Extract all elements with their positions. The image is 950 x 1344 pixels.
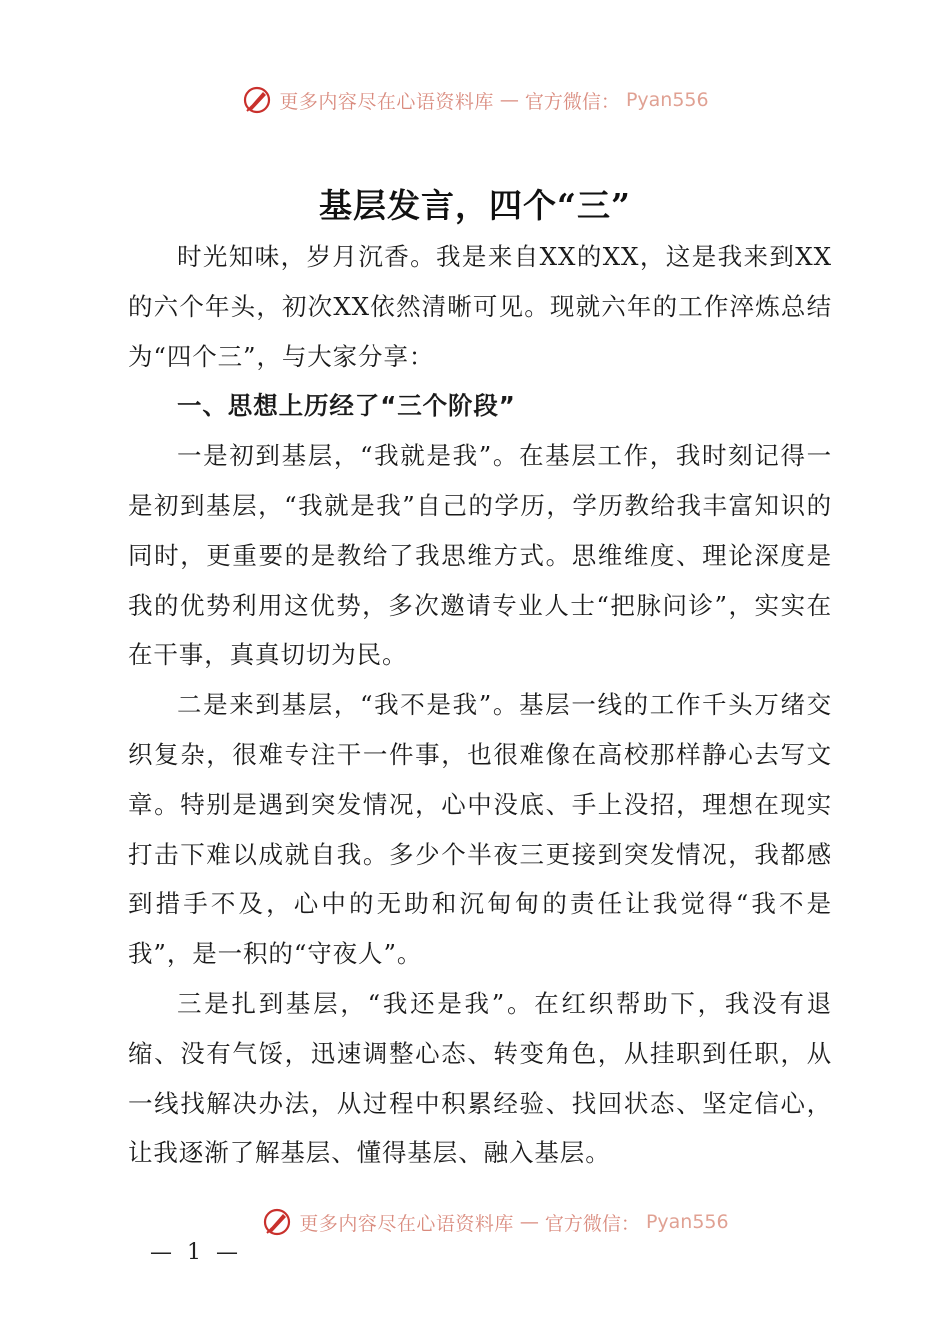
watermark-text: 更多内容尽在心语资料库: [279, 90, 494, 113]
footer-watermark: [0, 1206, 950, 1238]
watermark-wechat-id: Pyan556: [625, 89, 709, 111]
body-paragraph: 二是来到基层，“我不是我”。基层一线的工作千头万绪交织复杂，很难专注干一件事，也很难像在高校那样静心去写文章。特别是遇到突发情况，心中没底、手上没招，理想在现实打击下难以成就自我。多少个半夜三更接到突发情况，我都感到措手不及，心中的无助和沉甸甸的责任让我觉得“我不是我”，是一积的“守夜人”。: [128, 690, 832, 969]
watermark-wechat-id: Pyan556: [645, 1211, 729, 1233]
watermark-text: 更多内容尽在心语资料库: [299, 1212, 514, 1235]
watermark-wechat-label: 官方微信：: [524, 90, 620, 113]
body-paragraph: 时光知味，岁月沉香。我是来自XX的XX，这是我来到XX的六个年头，初次XX依然清晰可见。现就六年的工作淬炼总结为“四个三”，与大家分享：: [128, 242, 832, 371]
section-heading: 一、思想上历经了“三个阶段”: [177, 391, 516, 421]
document-body: [128, 232, 832, 1178]
body-paragraph: 三是扎到基层，“我还是我”。在红织帮助下，我没有退缩、没有气馁，迅速调整心态、转变角色，从挂职到任职，从一线找解决办法，从过程中积累经验、找回状态、坚定信心，让我逐渐了解基层、懂得基层、融入基层。: [128, 988, 832, 1168]
body-paragraph: 一是初到基层，“我就是我”。在基层工作，我时刻记得一是初到基层，“我就是我”自己的学历，学历教给我丰富知识的同时，更重要的是教给了我思维方式。思维维度、理论深度是我的优势利用这优势，多次邀请专业人士“把脉问诊”，实实在在干事，真真切切为民。: [128, 441, 832, 670]
watermark-separator: —: [499, 89, 519, 111]
document-title: 基层发言，四个“三”: [319, 186, 631, 225]
page-number: — 1 —: [150, 1240, 242, 1265]
watermark-wechat-label: 官方微信：: [544, 1212, 640, 1235]
quill-logo-icon: [241, 84, 273, 116]
header-watermark: [0, 84, 950, 116]
watermark-separator: —: [519, 1211, 539, 1233]
quill-logo-icon: [261, 1206, 293, 1238]
